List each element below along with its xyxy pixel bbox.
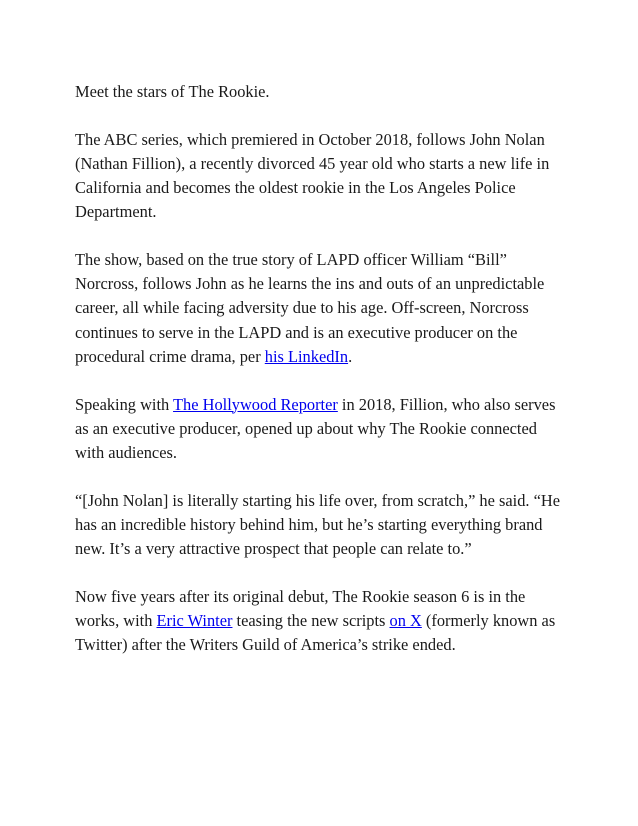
paragraph-true-story-text: The show, based on the true story of LAPD officer William “Bill” Norcross, follows John as he learns the ins and outs of an unpredictable career, all while facing adversity due to his age. Off-screen, Norcross continues to serve in the LAPD and is an executive producer on the procedural crime drama, per <box>75 250 545 366</box>
paragraph-true-story-end: . <box>348 346 353 366</box>
article-body <box>75 80 565 681</box>
paragraph-season-6-middle: teasing the new scripts <box>232 610 390 630</box>
paragraph-season-6-start: Now five years after its original debut, The Rookie season 6 is in the works, with <box>75 586 526 630</box>
paragraph-true-story <box>75 248 565 369</box>
paragraph-intro-text: Meet the stars of The Rookie. <box>75 82 270 101</box>
hollywood-reporter-link[interactable]: The Hollywood Reporter <box>173 394 338 414</box>
paragraph-intro <box>75 80 565 104</box>
paragraph-season-6-end: (formerly known as Twitter) after the Writers Guild of America’s strike ended. <box>75 610 556 655</box>
linkedin-link[interactable]: his LinkedIn <box>264 346 349 366</box>
paragraph-hollywood-reporter-start: Speaking with <box>75 394 174 414</box>
paragraph-series <box>75 128 565 225</box>
paragraph-hollywood-reporter-end: in 2018, Fillion, who also serves as an executive producer, opened up about why The Rookie connected with audiences. <box>75 394 556 462</box>
eric-winter-link[interactable]: Eric Winter <box>156 610 233 630</box>
paragraph-quote-text: “[John Nolan] is literally starting his life over, from scratch,” he said. “He has an incredible history behind him, but he’s starting everything brand new. It’s a very attractive prospect that people can relate to.” <box>75 490 560 559</box>
on-x-link[interactable]: on X <box>389 610 422 630</box>
paragraph-quote <box>75 489 565 562</box>
paragraph-series-text: The ABC series, which premiered in October 2018, follows John Nolan (Nathan Fillion), a recently divorced 45 year old who starts a new life in California and becomes the oldest rookie in the Los Angeles Police Department. <box>75 129 550 222</box>
paragraph-hollywood-reporter <box>75 393 565 466</box>
paragraph-season-6 <box>75 585 565 658</box>
